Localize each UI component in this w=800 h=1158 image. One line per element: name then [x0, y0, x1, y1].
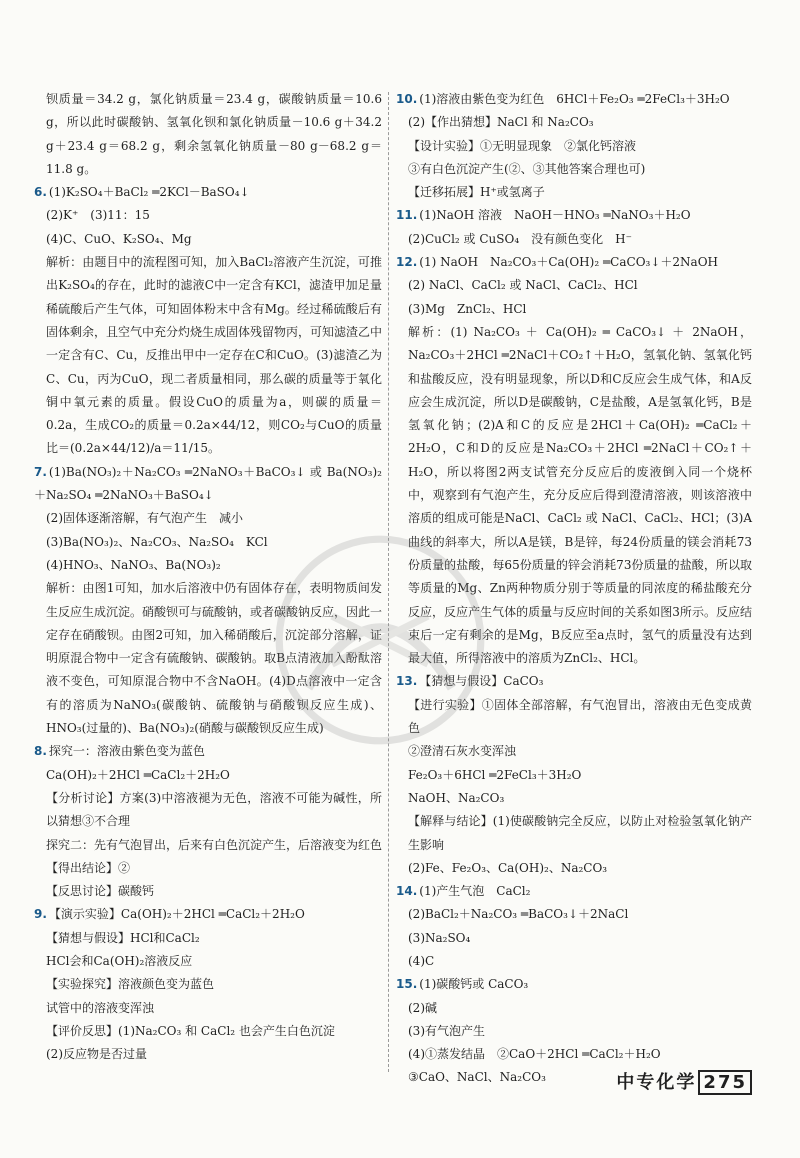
answer-text: HCl会和Ca(OH)₂溶液反应	[46, 953, 193, 968]
answer-text: 探究二：先有气泡冒出，后来有白色沉淀产生，后溶液变为红色	[46, 837, 383, 852]
answer-text: 【设计实验】①无明显现象 ②氯化钙溶液	[408, 138, 637, 153]
question-number: 6.	[34, 185, 47, 200]
answer-text: (2)固体逐渐溶解，有气泡产生 减小	[46, 511, 243, 526]
answer-text: 解析：由题目中的流程图可知，加入BaCl₂溶液产生沉淀，可推出K₂SO₄的存在，此时的滤液C中一定含有KCl，滤渣甲加足量稀硫酸后产生气体，可知固体粉末中含有Mg。经过稀硫酸后有固体剩余，且空气中充分灼烧生成固体残留物丙，可知滤渣乙中一定含有C、Cu，反推出甲中一定存在C和CuO。(3)滤渣乙为C、Cu，丙为CuO，现二者质量相同，那么碳的质量等于氧化铜中氧元素的质量。假设CuO的质量为a，则碳的质量＝0.2a，生成CO₂的质量＝0.2a×44/12，则CO₂与CuO的质量比＝(0.2a×44/12)/a＝11/15。	[46, 255, 383, 456]
answer-line	[34, 997, 382, 1020]
answer-line	[34, 228, 382, 251]
question-number: 15.	[396, 977, 418, 992]
answer-text: (3)Na₂SO₄	[408, 930, 471, 945]
answer-line	[34, 903, 382, 926]
answer-line	[396, 787, 752, 810]
answer-line	[396, 158, 752, 181]
answer-text: ③CaO、NaCl、Na₂CO₃	[408, 1070, 546, 1085]
answer-line	[396, 997, 752, 1020]
answer-text: (3)Mg ZnCl₂、HCl	[408, 301, 527, 316]
answer-text: (2)Fe、Fe₂O₃、Ca(OH)₂、Na₂CO₃	[408, 860, 608, 875]
answer-line	[396, 880, 752, 903]
answer-line	[396, 764, 752, 787]
answer-text: 【迁移拓展】H⁺或氢离子	[408, 185, 545, 200]
answer-text: ②澄清石灰水变浑浊	[408, 744, 517, 759]
answer-line	[396, 857, 752, 880]
answer-line	[34, 461, 382, 508]
answer-text: (2)反应物是否过量	[46, 1047, 147, 1062]
answer-text: 【猜想与假设】CaCO₃	[419, 674, 544, 689]
answer-line	[396, 88, 752, 111]
answer-line	[396, 950, 752, 973]
answer-line	[396, 111, 752, 134]
answer-line	[34, 204, 382, 227]
answer-text: (2)BaCl₂＋Na₂CO₃ ═BaCO₃↓＋2NaCl	[408, 907, 629, 922]
answer-line	[34, 181, 382, 204]
answer-text: (2) NaCl、CaCl₂ 或 NaCl、CaCl₂、HCl	[408, 278, 638, 293]
answer-line	[34, 950, 382, 973]
answer-text: (1)K₂SO₄＋BaCl₂ ═2KCl－BaSO₄↓	[48, 185, 250, 200]
page-footer	[616, 1068, 752, 1094]
answer-text: 【得出结论】②	[46, 860, 131, 875]
answer-line	[396, 274, 752, 297]
answer-text: (2)CuCl₂ 或 CuSO₄ 没有颜色变化 H⁻	[408, 231, 632, 246]
answer-line	[396, 903, 752, 926]
answer-text: (1)溶液由紫色变为红色 6HCl＋Fe₂O₃ ═2FeCl₃＋3H₂O	[419, 92, 730, 106]
answer-text: (2)【作出猜想】NaCl 和 Na₂CO₃	[408, 115, 594, 130]
question-number: 13.	[396, 674, 418, 689]
answer-line	[396, 181, 752, 204]
answer-line	[34, 88, 382, 181]
book-title: 中专化学	[616, 1072, 697, 1093]
answer-line	[396, 1043, 752, 1066]
question-number: 10.	[396, 92, 418, 106]
question-number: 11.	[396, 208, 418, 223]
question-number: 7.	[34, 464, 47, 479]
answer-text: (2)碱	[408, 1000, 437, 1015]
answer-line	[34, 880, 382, 903]
answer-text: (1)碳酸钙或 CaCO₃	[419, 977, 529, 992]
answer-text: (4)C	[408, 953, 435, 968]
answer-line	[34, 973, 382, 996]
answer-text: (3)有气泡产生	[408, 1023, 485, 1038]
answer-line	[396, 1020, 752, 1043]
answer-line	[396, 228, 752, 251]
answer-text: 【进行实验】①固体全部溶解，有气泡冒出，溶液由无色变成黄色	[408, 697, 752, 736]
answer-text: 解析：由图1可知，加水后溶液中仍有固体存在，表明物质间发生反应生成沉淀。硝酸钡可与硫酸钠，或者碳酸钠反应，因此一定存在硝酸钡。由图2可知，加入稀硝酸后，沉淀部分溶解，证明原混合物中一定含有硫酸钠、碳酸钠。取B点清液加入酚酞溶液不变色，可知原混合物中不含NaOH。(4)D点溶液中一定含有的溶质为NaNO₃(碳酸钠、硫酸钠与硝酸钡反应生成)、HNO₃(过量的)、Ba(NO₃)₂(硝酸与碳酸钡反应生成)	[46, 581, 383, 736]
answer-line	[396, 973, 752, 996]
answer-line	[396, 298, 752, 321]
question-number: 12.	[396, 255, 418, 270]
answer-line	[34, 1020, 382, 1043]
answer-text: (1)Ba(NO₃)₂＋Na₂CO₃ ═2NaNO₃＋BaCO₃↓ 或 Ba(NO₃)₂＋Na₂SO₄ ═2NaNO₃＋BaSO₄↓	[34, 464, 382, 503]
answer-text: 【解释与结论】(1)使碳酸钠完全反应，以防止对检验氢氧化钠产生影响	[408, 814, 752, 852]
answer-text: 解析：(1) Na₂CO₃ ＋ Ca(OH)₂ ═ CaCO₃↓ ＋ 2NaOH，Na₂CO₃＋2HCl ═2NaCl＋CO₂↑＋H₂O，氢氧化钠、氢氧化钙和盐酸反应，没有明显现象，所以D和C反应会生成气体，和A反应会生成沉淀，所以D是碳酸钠，C是盐酸，A是氢氧化钙，B是氢氧化钠；(2)A和C的反应是2HCl＋Ca(OH)₂ ═CaCl₂＋2H₂O，C和D的反应是Na₂CO₃＋2HCl ═2NaCl＋CO₂↑＋H₂O，所以将图2两支试管充分反应后的废液倒入同一个烧杯中，观察到有气泡产生，充分反应后得到澄清溶液，则该溶液中溶质的组成可能是NaCl、CaCl₂ 或 NaCl、CaCl₂、HCl；(3)A曲线的斜率大，所以A是镁，B是锌，每24份质量的镁会消耗73份质量的盐酸，每65份质量的锌会消耗73份质量的盐酸，所以取等质量的Mg、Zn两种物质分别于等质量的同浓度的稀盐酸充分反应，反应产生气体的质量与反应时间的关系如图3所示。反应结束后一定有剩余的是Mg，B反应至a点时，氢气的质量没有达到最大值，所得溶液中的溶质为ZnCl₂、HCl。	[408, 324, 752, 666]
answer-text: Fe₂O₃＋6HCl ═2FeCl₃＋3H₂O	[408, 767, 582, 782]
answer-line	[34, 764, 382, 787]
answer-text: (4)HNO₃、NaNO₃、Ba(NO₃)₂	[46, 557, 221, 572]
answer-line	[34, 787, 382, 834]
answer-text: 【实验探究】溶液颜色变为蓝色	[46, 977, 215, 992]
answer-line	[34, 834, 382, 857]
answer-text: (1) NaOH Na₂CO₃＋Ca(OH)₂ ═CaCO₃↓＋2NaOH	[419, 255, 718, 270]
answer-text: 钡质量＝34.2 g，氯化钠质量＝23.4 g，碳酸钠质量＝10.6 g，所以此时碳酸钠、氢氧化钡和氯化钠质量－10.6 g＋34.2 g＋23.4 g＝68.2 g，剩余氢氧化钠质量－80 g－68.2 g＝11.8 g。	[46, 92, 382, 176]
answer-text: 【分析讨论】方案(3)中溶液褪为无色，溶液不可能为碱性，所以猜想③不合理	[46, 790, 382, 829]
watermark-logo	[260, 520, 500, 760]
answer-line	[396, 204, 752, 227]
answer-text: 【评价反思】(1)Na₂CO₃ 和 CaCl₂ 也会产生白色沉淀	[46, 1023, 335, 1038]
answer-line	[34, 927, 382, 950]
answer-text: 试管中的溶液变浑浊	[46, 1000, 155, 1015]
answer-line	[396, 810, 752, 857]
question-number: 9.	[34, 907, 47, 922]
answer-line	[34, 1043, 382, 1066]
question-number: 8.	[34, 744, 47, 759]
answer-text: (2)K⁺ (3)11：15	[46, 208, 150, 223]
answer-text: (4)①蒸发结晶 ②CaO＋2HCl ═CaCl₂＋H₂O	[408, 1047, 661, 1062]
answer-text: 探究一：溶液由紫色变为蓝色	[48, 744, 205, 759]
answer-text: (3)Ba(NO₃)₂、Na₂CO₃、Na₂SO₄ KCl	[46, 534, 268, 549]
answer-line	[34, 251, 382, 461]
answer-text: (4)C、CuO、K₂SO₄、Mg	[46, 231, 192, 246]
answer-text: 【猜想与假设】HCl和CaCl₂	[46, 930, 200, 945]
answer-text: NaOH、Na₂CO₃	[408, 790, 505, 805]
answer-text: (1)NaOH 溶液 NaOH－HNO₃ ═NaNO₃＋H₂O	[419, 208, 691, 223]
answer-line	[396, 927, 752, 950]
answer-text: Ca(OH)₂＋2HCl ═CaCl₂＋2H₂O	[46, 767, 230, 782]
answer-line	[396, 135, 752, 158]
answer-text: (1)产生气泡 CaCl₂	[419, 884, 531, 899]
page-number: 275	[698, 1070, 752, 1095]
answer-text: 【反思讨论】碳酸钙	[46, 884, 155, 899]
answer-text: 【演示实验】Ca(OH)₂＋2HCl ═CaCl₂＋2H₂O	[48, 907, 305, 922]
answer-line	[34, 857, 382, 880]
answer-text: ③有白色沉淀产生(②、③其他答案合理也可)	[408, 161, 646, 176]
answer-line	[396, 251, 752, 274]
question-number: 14.	[396, 884, 418, 899]
